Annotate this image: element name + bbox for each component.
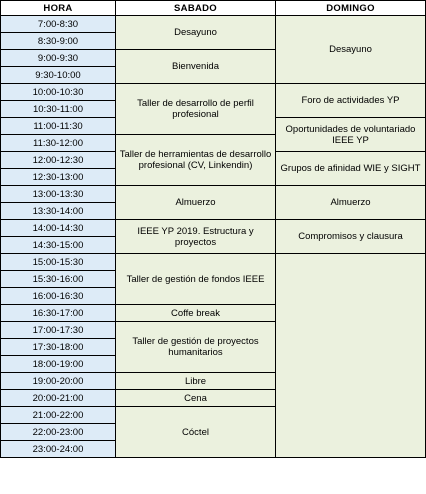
time-cell: 13:30-14:00 [1,203,116,220]
time-cell: 11:00-11:30 [1,118,116,135]
sabado-event: Taller de gestión de fondos IEEE [116,254,276,305]
sabado-event: Libre [116,373,276,390]
time-cell: 23:00-24:00 [1,441,116,458]
domingo-event: Almuerzo [276,186,426,220]
time-cell: 10:00-10:30 [1,84,116,101]
sabado-event: Taller de gestión de proyectos humanitarios [116,322,276,373]
time-cell: 14:00-14:30 [1,220,116,237]
time-cell: 12:00-12:30 [1,152,116,169]
time-cell: 13:00-13:30 [1,186,116,203]
time-cell: 14:30-15:00 [1,237,116,254]
time-cell: 17:00-17:30 [1,322,116,339]
time-cell: 12:30-13:00 [1,169,116,186]
time-cell: 20:00-21:00 [1,390,116,407]
sabado-event: Cena [116,390,276,407]
sabado-event: Taller de desarrollo de perfil profesional [116,84,276,135]
table-row [1,16,426,33]
sabado-event: Cóctel [116,407,276,458]
table-row [1,186,426,203]
time-cell: 15:00-15:30 [1,254,116,271]
domingo-event: Grupos de afinidad WIE y SIGHT [276,152,426,186]
sabado-event: Almuerzo [116,186,276,220]
time-cell: 9:30-10:00 [1,67,116,84]
time-cell: 9:00-9:30 [1,50,116,67]
time-cell: 16:30-17:00 [1,305,116,322]
time-cell: 17:30-18:00 [1,339,116,356]
domingo-event: Oportunidades de voluntariado IEEE YP [276,118,426,152]
sabado-event: IEEE YP 2019. Estructura y proyectos [116,220,276,254]
table-row [1,254,426,271]
time-cell: 15:30-16:00 [1,271,116,288]
header-hora: HORA [1,1,116,16]
time-cell: 7:00-8:30 [1,16,116,33]
sabado-event: Taller de herramientas de desarrollo profesional (CV, Linkendin) [116,135,276,186]
domingo-empty-cell [276,254,426,458]
domingo-event: Foro de actividades YP [276,84,426,118]
header-domingo: DOMINGO [276,1,426,16]
time-cell: 22:00-23:00 [1,424,116,441]
sabado-event: Coffe break [116,305,276,322]
table-row [1,220,426,237]
sabado-event: Bienvenida [116,50,276,84]
domingo-event: Desayuno [276,16,426,84]
time-cell: 8:30-9:00 [1,33,116,50]
time-cell: 19:00-20:00 [1,373,116,390]
time-cell: 16:00-16:30 [1,288,116,305]
header-row [1,1,426,16]
sabado-event: Desayuno [116,16,276,50]
time-cell: 21:00-22:00 [1,407,116,424]
time-cell: 18:00-19:00 [1,356,116,373]
time-cell: 10:30-11:00 [1,101,116,118]
table-row [1,84,426,101]
header-sabado: SABADO [116,1,276,16]
time-cell: 11:30-12:00 [1,135,116,152]
domingo-event: Compromisos y clausura [276,220,426,254]
